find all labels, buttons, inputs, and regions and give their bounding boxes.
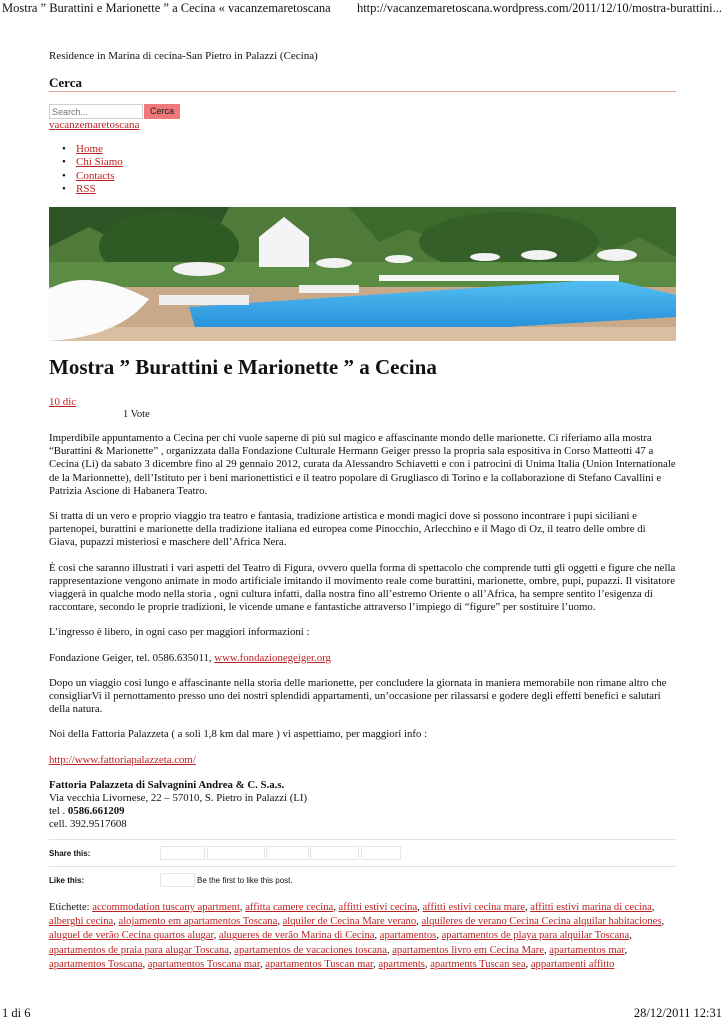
tag-link[interactable]: alquileres de verano Cecina Cecina alquilar habitaciones [421,916,662,928]
tag-link[interactable]: alugueres de verão Marina di Cecina [218,930,375,942]
tag-separator: , [524,902,531,913]
tag-link[interactable]: apartamentos de vacaciones toscana [234,944,387,956]
tag-separator: , [228,944,235,956]
tags-section [49,901,676,972]
tag-separator: , [386,944,393,956]
tag-separator: , [213,930,219,942]
share-button-2[interactable] [207,846,265,860]
contact-address-block [49,779,676,832]
tag-separator: , [239,902,246,913]
tag-separator: , [661,916,665,928]
share-button-4[interactable] [310,846,359,860]
like-button[interactable] [160,873,195,887]
like-label: Like this: [49,876,85,885]
geiger-website-link[interactable]: www.fondazionegeiger.org [214,651,331,664]
post-paragraph-figure-theatre: È così che saranno illustrati i vari aspetti del Teatro di Figura, ovvero quella forma di spettacolo che comprende tutti gli oggetti e figure che nella rappresentazione vengono animate in modo artificiale imitando il movimento reale come burattini, marionette, ombre, pupi, pupazzi. Il visitatore viaggerà in qualche modo nella storia , ogni cultura infatti, dalla nostra fino all’estremo Oriente o all’Africa, ha sempre sentito l’esigenza di raccontare, secondo le proprie tradizioni, le vicende umane e fantastiche attraverso l’impiego di “figure” per sostituire l’uomo. [49,561,676,614]
nav-link-rss[interactable]: RSS [76,182,96,195]
geiger-contact-text: Fondazione Geiger, tel. 0586.635011, [49,651,215,664]
nav-item-chi-siamo [62,156,123,169]
tag-separator: , [417,902,423,913]
tag-link[interactable]: aluguel de verão Cecina quartos alugar [49,930,214,942]
tag-link[interactable]: apartamentos livro em Cecina Mare [392,944,544,956]
print-page-url: http://vacanzemaretoscana.wordpress.com/2011/12/10/mostra-burattini... [356,1,722,15]
tag-link[interactable]: apartamentos Tuscan mar [265,958,374,970]
tag-link[interactable]: affitti estivi marina di cecina [530,902,652,913]
nav-link-home[interactable]: Home [76,143,103,155]
nav-link-chi-siamo[interactable]: Chi Siamo [76,156,123,169]
nav-link-contacts[interactable]: Contacts [76,169,115,182]
tags-label: Etichette: [49,902,93,913]
nav-item-home [62,143,123,156]
post-paragraph-accommodation: Dopo un viaggio così lungo e affascinante nella storia delle marionette, per concludere la giornata in maniera memorabile non rimane altro che consigliarVi il pernottamento presso uno dei nostri splendidi appartamenti, un’occasione per rilassarsi e godere degli effetti benefici e salutari della natura. [49,676,667,716]
tag-separator: , [525,958,531,970]
tag-link[interactable]: apartamentos de praia para alugar Toscana [49,944,229,956]
post-paragraph-entry: L’ingresso è libero, in ogni caso per maggiori informazioni : [49,626,310,639]
share-section [49,839,676,867]
tag-separator: , [113,916,119,928]
tag-separator: , [259,958,266,970]
tag-separator: , [142,958,148,970]
share-label: Share this: [49,849,91,858]
tag-link[interactable]: apartamentos mar [549,944,625,956]
post-title: Mostra ” Burattini e Marionette ” a Cecina [49,355,437,379]
share-button-3[interactable] [266,846,309,860]
nav-item-contacts [62,170,123,183]
tag-link[interactable]: affitti estivi cecina mare [422,902,525,913]
search-heading: Cerca [49,75,82,90]
print-footer [0,1004,724,1024]
site-tagline: Residence in Marina di cecina-San Pietro in Palazzi (Cecina) [49,50,318,62]
tag-separator: , [544,944,550,956]
tag-link[interactable]: apartments [378,958,425,970]
nav-item-rss [62,183,123,196]
tag-separator: , [416,916,422,928]
tag-link[interactable]: apartamentos [379,930,437,942]
tag-separator: , [424,958,431,970]
tag-link[interactable]: appartamenti affitto [530,958,615,970]
tag-link[interactable]: apartments Tuscan sea [430,958,526,970]
tag-link[interactable]: alquiler de Cecina Mare verano [282,916,417,928]
tag-separator: , [629,930,632,942]
main-nav [62,143,123,196]
phone-label: tel . [49,805,68,818]
share-button-1[interactable] [160,846,205,860]
share-button-5[interactable] [361,846,401,860]
vote-count: 1 Vote [123,409,150,420]
like-status-text: Be the first to like this post. [197,876,293,885]
print-header [0,0,724,18]
print-page-title: Mostra ” Burattini e Marionette ” a Cecina « vacanzemaretoscana [2,1,331,15]
tag-separator: , [277,916,283,928]
tag-link[interactable]: affitti estivi cecina [338,902,418,913]
search-button[interactable]: Cerca [144,104,180,119]
post-paragraph-geiger [49,652,676,665]
company-name: Fattoria Palazzeta di Salvagnini Andrea & C. S.a.s. [49,778,285,791]
header-banner-image [49,207,676,341]
tag-link[interactable]: accommodation tuscany apartment [92,902,240,913]
post-paragraph-intro: Imperdibile appuntamento a Cecina per chi vuole saperne di più sul magico e affascinante mondo delle marionette. Ci riferiamo alla mostra “Burattini & Marionette” , organizzata dalla Fondazione Culturale Hermann Geiger presso la propria sala espositiva in Corso Matteotti 47 a Cecina (Li) da sabato 3 dicembre fino al 29 gennaio 2012, curata da Alessandro Schiavetti e con i patrocini di Unima Italia (Union Internationale de la Marionnette), dell’Istituto per i beni marionettistici e il teatro popolare di Grugliasco di Torino e la collaborazione di Stefano Cavallini e Patrizia Ascione di Habanera Teatro. [49,432,676,497]
post-paragraph-journey: Si tratta di un vero e proprio viaggio tra teatro e fantasia, tradizione artistica e mondi magici dove si possono incontrare i pupi siciliani e partenopei, burattini e marionette della tradizione italiana ed europea come Pinocchio, Arlecchino e il Mago di Oz, il teatro delle ombre di Giava, pupazzi misteriosi e maschere dell’Africa Nera. [49,510,646,549]
tag-link[interactable]: affitta camere cecina [245,902,334,913]
phone-number: 0586.661209 [67,805,125,818]
cell-number: cell. 392.9517608 [49,818,127,831]
tag-separator: , [651,902,655,913]
site-home-link[interactable]: vacanzemaretoscana [49,119,140,131]
tag-link[interactable]: apartamentos de playa para alquilar Toscana [441,930,630,942]
post-body [49,432,676,844]
tag-separator: , [624,944,628,956]
tag-list [49,902,664,970]
tag-separator: , [436,930,442,942]
search-input[interactable] [49,104,143,119]
heading-divider [49,91,676,92]
print-datetime: 28/12/2011 12:31 [633,1006,722,1020]
like-section [49,866,676,894]
tag-separator: , [374,930,380,942]
tag-link[interactable]: apartamentos Toscana mar [147,958,260,970]
tag-separator: , [373,958,379,970]
post-date-link[interactable]: 10 dic [49,396,77,408]
tag-link[interactable]: alberghi cecina [49,916,114,928]
street-address: Via vecchia Livornese, 22 – 57010, S. Pietro in Palazzi (LI) [49,792,308,805]
post-paragraph-invite: Noi della Fattoria Palazzeta ( a soli 1,8 km dal mare ) vi aspettiamo, per maggiori info : [49,728,428,741]
tag-link[interactable]: apartamentos Toscana [49,958,143,970]
fattoria-website-link[interactable]: http://www.fattoriapalazzeta.com/ [49,753,196,766]
tag-separator: , [333,902,339,913]
post-paragraph-website [49,754,676,767]
print-page-number: 1 di 6 [2,1006,31,1020]
tag-link[interactable]: alojamento em apartamentos Toscana [118,916,278,928]
